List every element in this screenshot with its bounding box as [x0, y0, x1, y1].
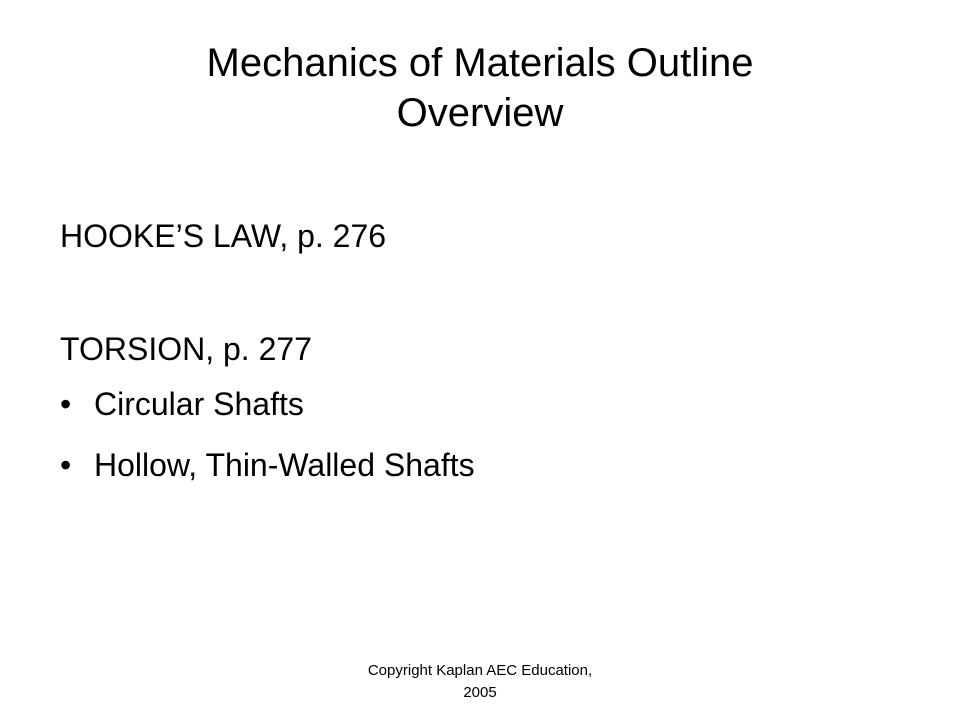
bullet-item-hollow-thin-walled-shafts — [60, 445, 900, 485]
slide-title — [48, 38, 912, 138]
copyright-line-1: Copyright Kaplan AEC Education, — [367, 662, 593, 679]
section-heading-torsion: TORSION, p. 277 — [60, 331, 312, 367]
section-heading-hookes-law: HOOKE’S LAW, p. 276 — [60, 218, 387, 254]
copyright-footer — [260, 660, 700, 704]
slide-content — [60, 216, 900, 506]
bullet-item-circular-shafts — [60, 384, 900, 424]
bullet-text: Circular Shafts — [94, 386, 304, 422]
bullet-text: Hollow, Thin-Walled Shafts — [94, 447, 475, 483]
copyright-line-2: 2005 — [463, 684, 497, 701]
slide-title-line-2: Overview — [396, 91, 564, 135]
slide-title-line-1: Mechanics of Materials Outline — [206, 41, 754, 85]
bullet-icon: • — [60, 447, 72, 483]
torsion-bullet-list — [60, 384, 900, 485]
bullet-icon: • — [60, 386, 72, 422]
